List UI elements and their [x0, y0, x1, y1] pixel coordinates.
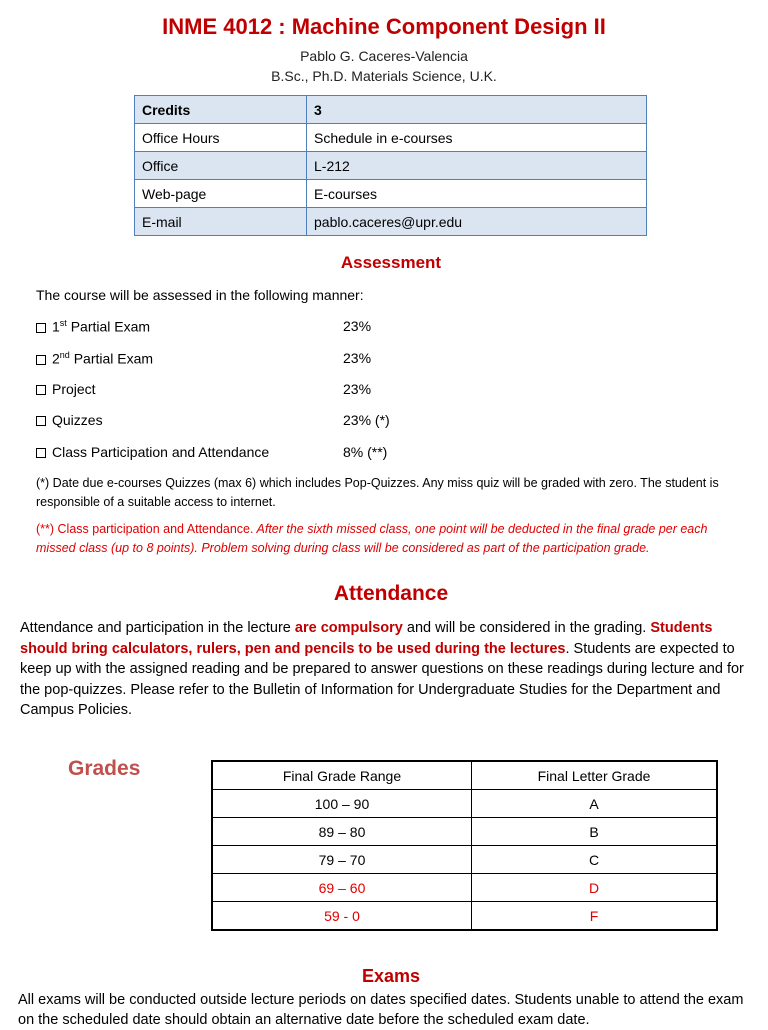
- grade-range: 69 – 60: [212, 874, 472, 902]
- assessment-weight: 23% (*): [343, 412, 390, 428]
- table-row: [212, 818, 717, 846]
- checkbox-icon: [36, 385, 46, 395]
- table-row: [212, 902, 717, 931]
- letter-grade: F: [472, 902, 718, 931]
- checkbox-icon: [36, 416, 46, 426]
- grades-header-row: [212, 761, 717, 790]
- grade-range: 100 – 90: [212, 790, 472, 818]
- column-header: Final Letter Grade: [472, 761, 718, 790]
- attendance-paragraph: Attendance and participation in the lecture are compulsory and will be considered in the grading. Students should bring calculators, rulers, pen and pencils to be used during the lectures. Students are expected to keep up with the assigned reading and be prepared to answer questions on these readings during lecture and for the pop-quizzes. Please refer to the Bulletin of Information for Undergraduate Studies for the Department and Campus Policies.: [20, 620, 744, 718]
- quiz-note: (*) Date due e-courses Quizzes (max 6) which includes Pop-Quizzes. Any miss quiz will be graded with zero. The student is responsible of a suitable access to internet.: [36, 476, 719, 509]
- assessment-weight: 8% (**): [343, 444, 388, 460]
- info-row: [135, 180, 647, 208]
- info-label: E-mail: [135, 208, 307, 236]
- letter-grade: D: [472, 874, 718, 902]
- assessment-item: Quizzes: [36, 412, 103, 428]
- page-title: INME 4012 : Machine Component Design II: [162, 14, 606, 39]
- assessment-item: 2nd Partial Exam: [36, 350, 153, 367]
- checkbox-icon: [36, 448, 46, 458]
- participation-note: (**) Class participation and Attendance. After the sixth missed class, one point will be deducted in the final grade per each missed class (up to 8 points). Problem solving during class will be considered as part of the participation grade.: [36, 522, 708, 555]
- assessment-weight: 23%: [343, 318, 372, 334]
- assessment-weight: 23%: [343, 381, 372, 397]
- assessment-item: Class Participation and Attendance: [36, 444, 269, 460]
- letter-grade: B: [472, 818, 718, 846]
- table-row: [212, 874, 717, 902]
- info-value: Schedule in e-courses: [307, 124, 647, 152]
- author-credentials: B.Sc., Ph.D. Materials Science, U.K.: [271, 68, 497, 84]
- info-label: Credits: [135, 96, 307, 124]
- assessment-item: Project: [36, 381, 96, 397]
- info-value: pablo.caceres@upr.edu: [307, 208, 647, 236]
- grade-range: 89 – 80: [212, 818, 472, 846]
- author-name: Pablo G. Caceres-Valencia: [300, 48, 468, 64]
- info-row: [135, 124, 647, 152]
- info-value: 3: [307, 96, 647, 124]
- grade-range: 79 – 70: [212, 846, 472, 874]
- letter-grade: C: [472, 846, 718, 874]
- grades-table: [211, 760, 718, 931]
- info-row: [135, 96, 647, 124]
- info-row: [135, 152, 647, 180]
- checkbox-icon: [36, 355, 46, 365]
- info-row: [135, 208, 647, 236]
- attendance-heading: Attendance: [333, 582, 449, 605]
- assessment-weight: 23%: [343, 350, 372, 366]
- info-label: Web-page: [135, 180, 307, 208]
- info-label: Office Hours: [135, 124, 307, 152]
- table-row: [212, 790, 717, 818]
- info-value: L-212: [307, 152, 647, 180]
- checkbox-icon: [36, 323, 46, 333]
- course-info-table: [134, 95, 647, 236]
- exams-heading: Exams: [361, 966, 421, 986]
- grade-range: 59 - 0: [212, 902, 472, 931]
- grades-heading: Grades: [68, 757, 141, 780]
- info-label: Office: [135, 152, 307, 180]
- info-value: E-courses: [307, 180, 647, 208]
- exams-paragraph: All exams will be conducted outside lecture periods on dates specified dates. Students unable to attend the exam on the scheduled date should obtain an alternative date before the scheduled exam date.: [18, 992, 744, 1028]
- assessment-heading: Assessment: [340, 253, 442, 272]
- column-header: Final Grade Range: [212, 761, 472, 790]
- assessment-intro: The course will be assessed in the following manner:: [36, 287, 364, 303]
- table-row: [212, 846, 717, 874]
- letter-grade: A: [472, 790, 718, 818]
- assessment-item: 1st Partial Exam: [36, 318, 150, 335]
